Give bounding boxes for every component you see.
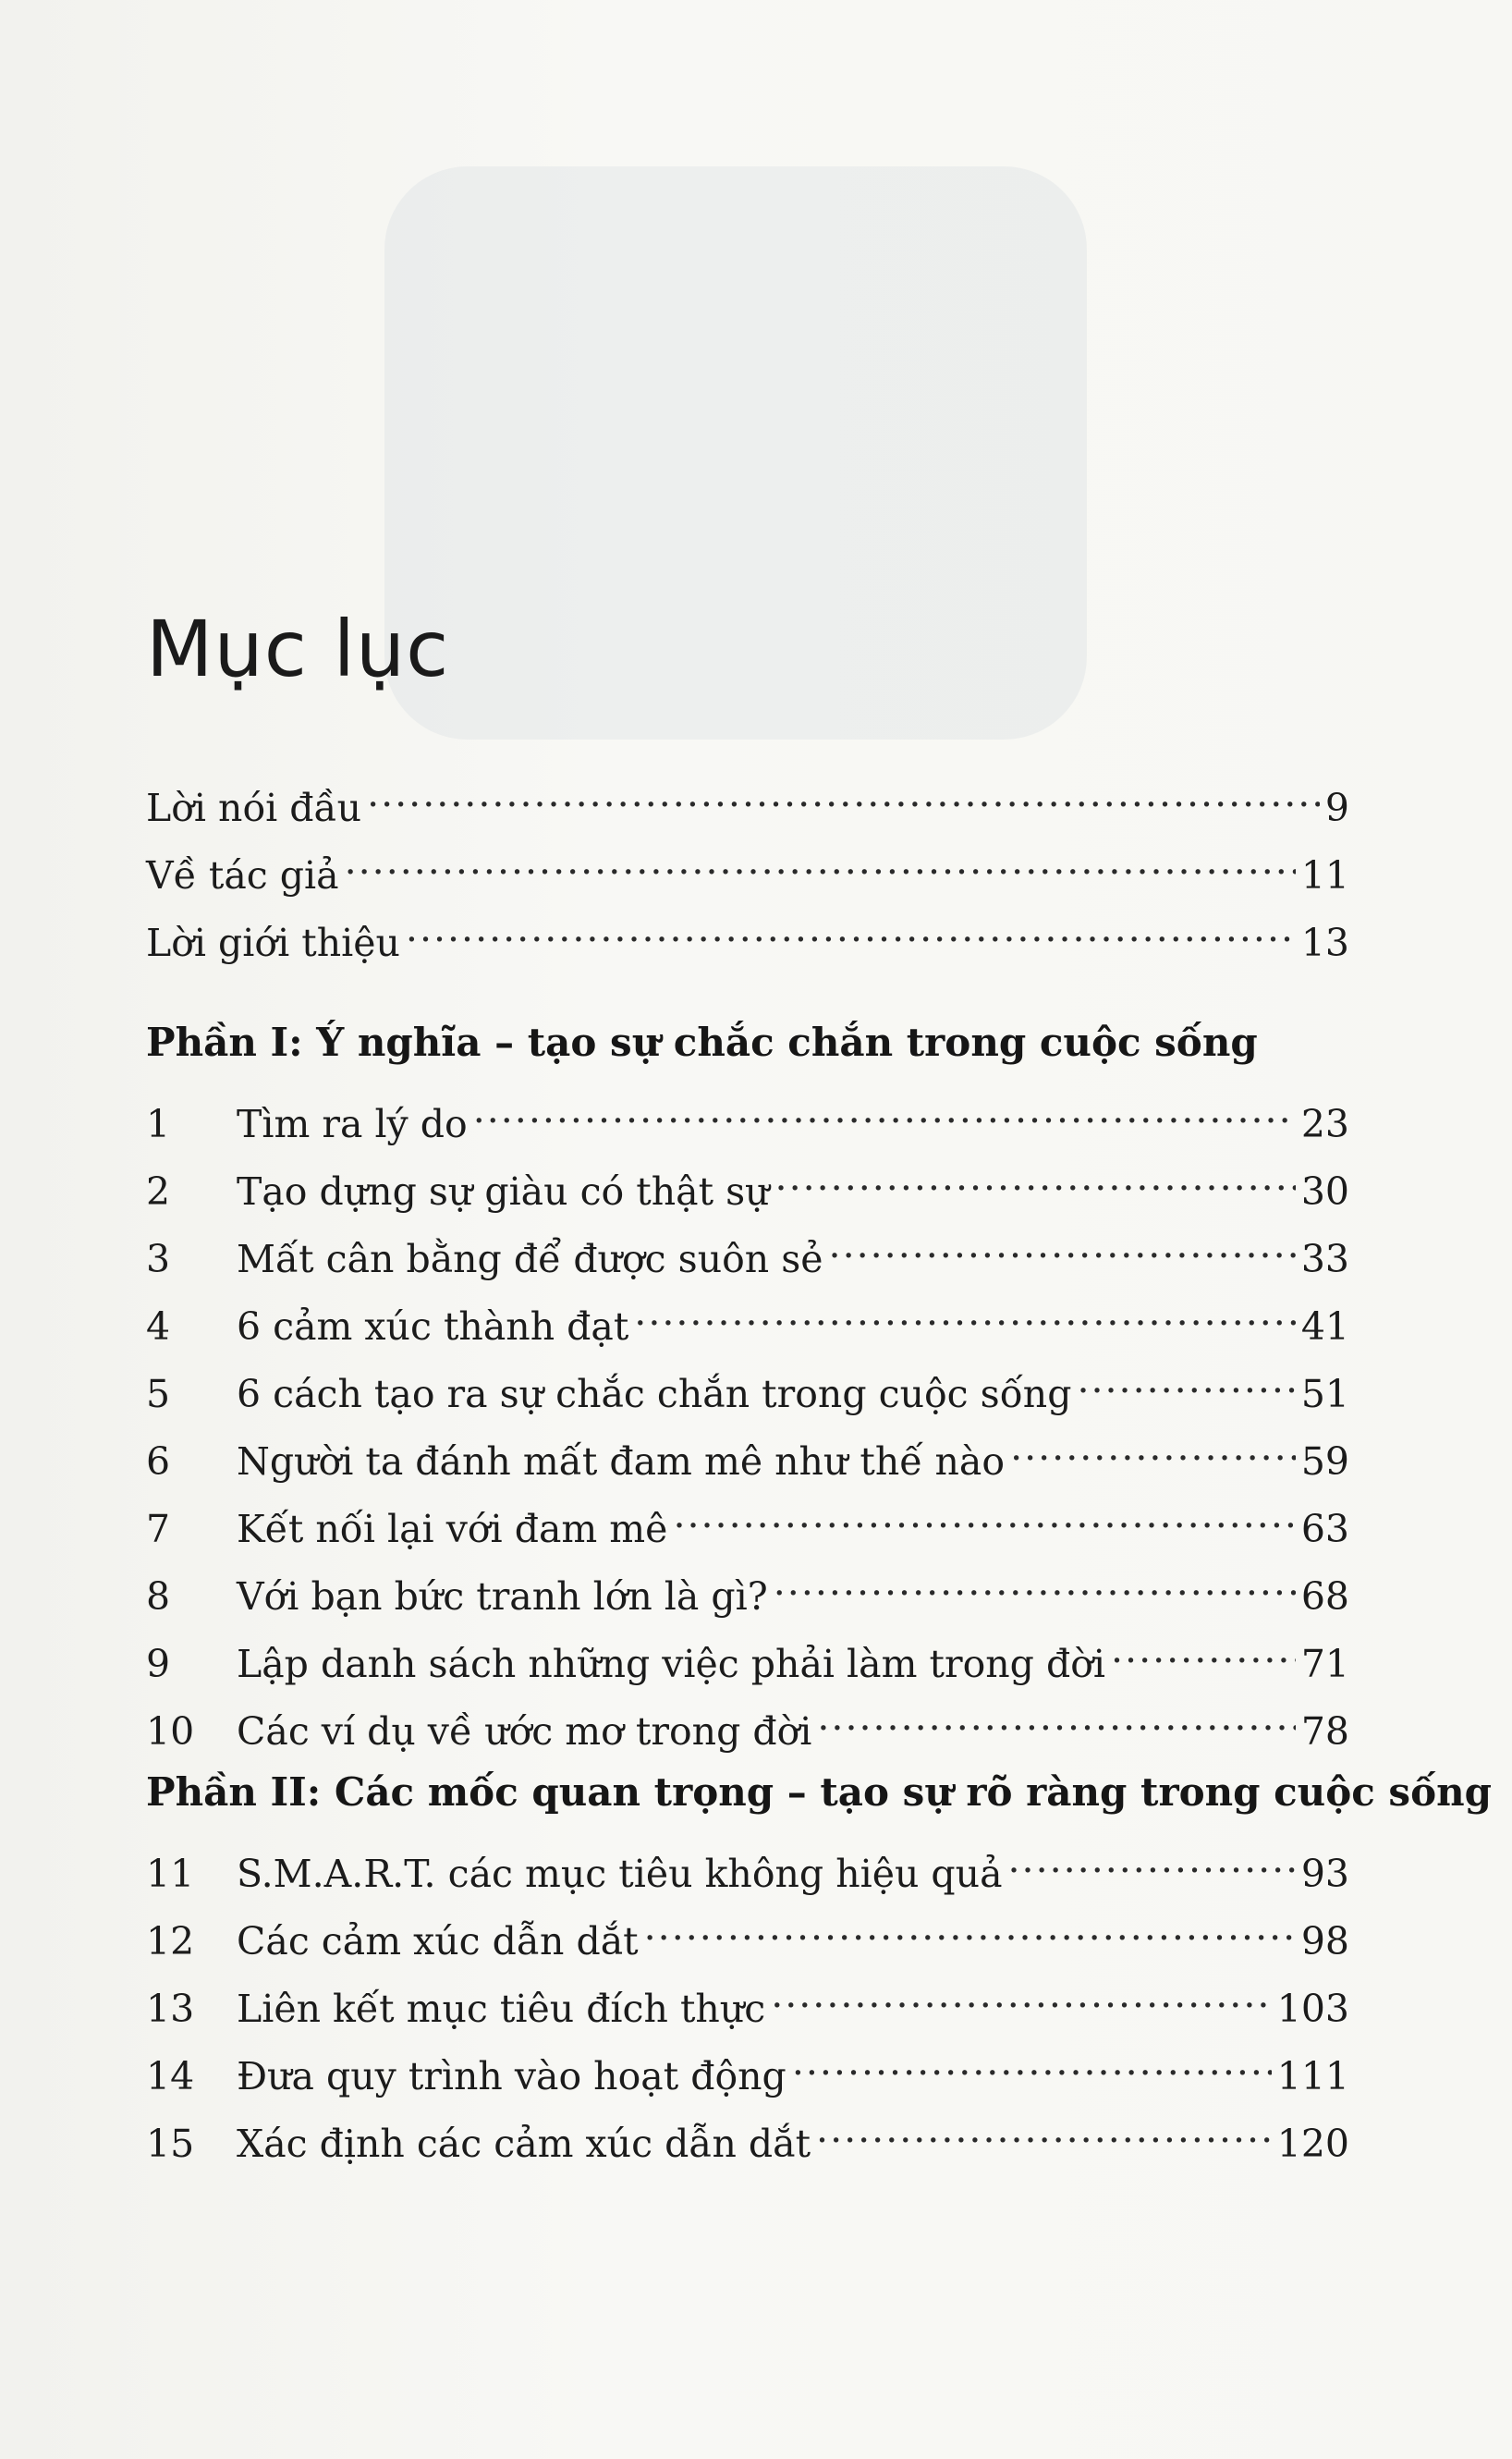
entry-page-number: 9 [1324,786,1349,830]
chapter-number: 13 [146,1987,195,2031]
chapter-number: 8 [146,1574,171,1619]
entry-label: Lời giới thiệu [146,921,400,965]
toc-entry-front-matter [146,900,1349,965]
toc-entry-front-matter [146,765,1349,830]
chapter-number: 3 [146,1237,171,1281]
dot-leader [345,833,1296,888]
entry-label: Đưa quy trình vào hoạt động [237,2054,786,2098]
dot-leader [634,1284,1296,1340]
entry-page-number: 23 [1300,1102,1349,1146]
entry-label: Các cảm xúc dẫn dắt [237,1919,639,1964]
dot-leader [1008,1831,1296,1887]
entry-page-number: 68 [1300,1574,1349,1619]
entry-page-number: 63 [1300,1507,1349,1551]
toc-entry-chapter [146,1419,1349,1484]
dot-leader [673,1486,1295,1542]
toc-entry-chapter [146,2034,1349,2098]
toc-entry-chapter [146,1217,1349,1281]
entry-page-number: 78 [1300,1709,1349,1754]
chapter-number: 6 [146,1439,171,1484]
entry-label: 6 cảm xúc thành đạt [237,1304,629,1349]
page-title: Mục lục [146,604,450,694]
toc-entry-chapter [146,1284,1349,1349]
chapter-number: 11 [146,1852,195,1896]
entry-label: S.M.A.R.T. các mục tiêu không hiệu quả [237,1852,1003,1896]
dot-leader [1111,1621,1296,1677]
dot-leader [473,1082,1296,1137]
entry-label: Tìm ra lý do [237,1102,468,1146]
chapter-number: 1 [146,1102,171,1146]
toc-entry-chapter [146,1149,1349,1214]
dot-leader [829,1217,1296,1272]
part-heading: Phần I: Ý nghĩa – tạo sự chắc chắn trong cuộc sống [146,1020,1258,1065]
entry-page-number: 41 [1300,1304,1349,1349]
chapter-number: 4 [146,1304,171,1349]
entry-page-number: 111 [1276,2054,1349,2098]
entry-page-number: 71 [1300,1642,1349,1686]
dot-leader [816,2101,1272,2157]
toc-entry-chapter [146,1554,1349,1619]
dot-leader [406,900,1296,956]
entry-label: Mất cân bằng để được suôn sẻ [237,1237,823,1281]
toc-entry-chapter [146,1831,1349,1896]
toc-entry-chapter [146,1082,1349,1146]
entry-page-number: 30 [1300,1169,1349,1214]
toc-entry-chapter [146,1966,1349,2031]
dot-leader [1010,1419,1296,1474]
dot-leader [817,1689,1295,1744]
entry-label: Với bạn bức tranh lớn là gì? [237,1574,768,1619]
dot-leader [771,1966,1272,2022]
entry-label: Kết nối lại với đam mê [237,1507,668,1551]
entry-page-number: 59 [1300,1439,1349,1484]
chapter-number: 12 [146,1919,195,1964]
entry-label: Các ví dụ về ước mơ trong đời [237,1709,812,1754]
entry-label: Người ta đánh mất đam mê như thế nào [237,1439,1006,1484]
entry-page-number: 51 [1300,1372,1349,1416]
entry-label: Lời nói đầu [146,786,362,830]
toc-entry-chapter [146,2101,1349,2166]
chapter-number: 15 [146,2122,195,2166]
dot-leader [644,1899,1296,1954]
entry-label: 6 cách tạo ra sự chắc chắn trong cuộc sống [237,1372,1072,1416]
entry-page-number: 13 [1300,921,1349,965]
dot-leader [792,2034,1272,2089]
entry-label: Về tác giả [146,853,339,898]
chapter-number: 7 [146,1507,171,1551]
entry-label: Lập danh sách những việc phải làm trong đời [237,1642,1105,1686]
entry-page-number: 120 [1276,2122,1349,2166]
toc-entry-chapter [146,1899,1349,1964]
toc-entry-front-matter [146,833,1349,898]
entry-page-number: 98 [1300,1919,1349,1964]
entry-page-number: 11 [1300,853,1349,898]
toc-entry-chapter [146,1689,1349,1754]
part-heading: Phần II: Các mốc quan trọng – tạo sự rõ ràng trong cuộc sống [146,1769,1492,1815]
bleed-through-shape [384,166,1087,740]
entry-page-number: 103 [1276,1987,1349,2031]
toc-entry-chapter [146,1486,1349,1551]
dot-leader [774,1554,1296,1609]
dot-leader [367,765,1320,821]
entry-page-number: 33 [1300,1237,1349,1281]
dot-leader [1077,1352,1295,1407]
entry-page-number: 93 [1300,1852,1349,1896]
chapter-number: 2 [146,1169,171,1214]
chapter-number: 14 [146,2054,195,2098]
dot-leader [775,1149,1296,1205]
chapter-number: 10 [146,1709,195,1754]
entry-label: Xác định các cảm xúc dẫn dắt [237,2122,811,2166]
entry-label: Liên kết mục tiêu đích thực [237,1987,766,2031]
toc-entry-chapter [146,1621,1349,1686]
toc-entry-chapter [146,1352,1349,1416]
entry-label: Tạo dựng sự giàu có thật sự [237,1169,770,1214]
chapter-number: 5 [146,1372,171,1416]
chapter-number: 9 [146,1642,171,1686]
